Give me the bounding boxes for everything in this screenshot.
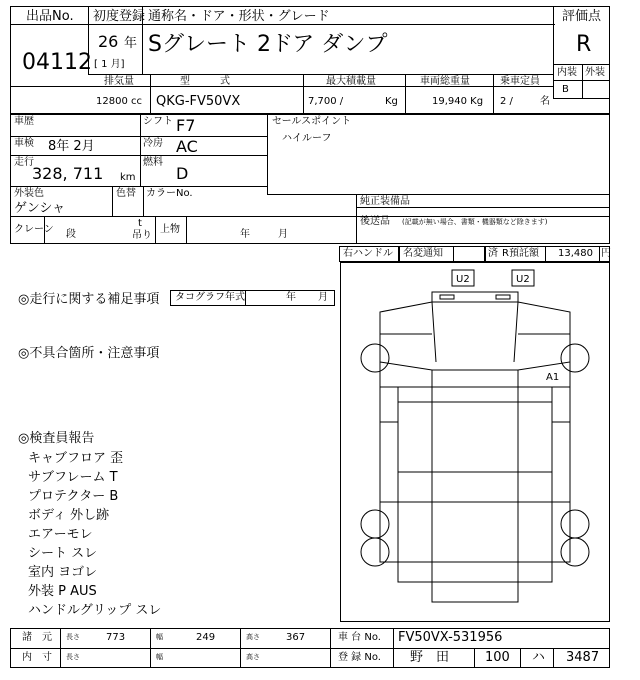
name-change-label: 名変通知 xyxy=(403,248,443,259)
tacho-label: タコグラフ年式 xyxy=(175,292,245,303)
r-deposit-value: 13,480 xyxy=(558,248,593,259)
inner-height-label: 高さ xyxy=(246,653,260,661)
inspector-item: ボディ 外し跡 xyxy=(28,508,110,523)
reg-kana: ハ xyxy=(532,650,546,665)
inspector-item: プロテクター B xyxy=(28,489,119,504)
chassis-value: FV50VX-531956 xyxy=(398,630,503,645)
ac-label: 冷房 xyxy=(143,138,163,149)
fuel-label: 燃料 xyxy=(143,157,163,168)
mileage-label: 走行 xyxy=(14,157,34,168)
inner-length-label: 長さ xyxy=(66,653,80,661)
color-code-label: カラーNo. xyxy=(146,188,193,199)
sales-point-label: セールスポイント xyxy=(272,116,352,127)
tacho-year: 年 xyxy=(286,292,296,303)
first-reg-year-unit: 年 xyxy=(124,36,138,51)
mileage-value: 328, 711 xyxy=(32,164,104,183)
fuel-value: D xyxy=(176,164,189,183)
interior-label: 内装 xyxy=(557,67,577,78)
body-month: 月 xyxy=(278,229,288,240)
aftermarket-label: 後送品 xyxy=(360,216,390,227)
inspector-item: シート スレ xyxy=(28,546,98,561)
inspection-value: 8年 2月 xyxy=(48,139,95,154)
displacement-value: 12800 cc xyxy=(96,96,142,107)
ext-color-value: ゲンシャ xyxy=(14,201,66,216)
equipment-label: 純正装備品 xyxy=(360,196,410,207)
inspection-label: 車検 xyxy=(14,138,34,149)
inspector-item: エアーモレ xyxy=(28,527,93,542)
length-label: 長さ xyxy=(66,633,80,641)
right-handle-label: 右ハンドル xyxy=(343,248,393,259)
r-deposit-unit: 円 xyxy=(601,248,611,259)
inner-width-label: 幅 xyxy=(156,653,163,661)
body-label: 上物 xyxy=(160,224,180,235)
capacity-label: 乗車定員 xyxy=(500,76,540,87)
ext-color-label: 外装色 xyxy=(14,188,44,199)
gross-weight-value: 19,940 Kg xyxy=(432,96,484,107)
model-label: 型 式 xyxy=(180,76,230,87)
truck-diagram xyxy=(340,262,610,622)
inspector-item: キャブフロア 歪 xyxy=(28,451,124,466)
reg-label: 登 録 No. xyxy=(338,652,381,663)
lot-no-value: 04112 xyxy=(22,50,92,75)
width-label: 幅 xyxy=(156,633,163,641)
max-load-unit: Kg xyxy=(385,96,398,107)
ac-value: AC xyxy=(176,137,198,156)
crane-stage: 段 xyxy=(66,229,76,240)
driving-notes-title: ◎走行に関する補足事項 xyxy=(18,292,160,307)
mileage-unit: km xyxy=(120,172,136,183)
height-value: 367 xyxy=(286,632,306,643)
crane-ton-bottom: 吊り xyxy=(132,230,152,241)
exterior-label: 外装 xyxy=(585,67,605,78)
chassis-label: 車 台 No. xyxy=(338,632,381,643)
inner-dims-label: 内 寸 xyxy=(22,652,52,663)
inspector-item: サブフレーム T xyxy=(28,470,118,485)
score-value: R xyxy=(576,32,592,57)
crane-ton-top: t xyxy=(138,218,142,229)
color-change-label: 色替 xyxy=(116,188,136,199)
sales-point-value: ハイルーフ xyxy=(282,133,332,144)
first-reg-year: 26 xyxy=(98,32,119,51)
lot-no-label: 出品No. xyxy=(26,9,74,24)
reg-number: 3487 xyxy=(566,650,600,665)
inspector-item: 室内 ヨゴレ xyxy=(28,565,98,580)
mark-a1: A1 xyxy=(546,372,560,383)
reg-area: 野 田 xyxy=(410,650,450,665)
first-reg-label: 初度登録 xyxy=(93,9,146,24)
body-year: 年 xyxy=(240,229,250,240)
width-value: 249 xyxy=(196,632,216,643)
shift-value: F7 xyxy=(176,116,196,135)
tacho-month: 月 xyxy=(318,292,328,303)
grade-label: 通称名・ドア・形状・グレード xyxy=(148,9,330,24)
history-label: 車歴 xyxy=(14,116,34,127)
height-label: 高さ xyxy=(246,633,260,641)
model-value: QKG-FV50VX xyxy=(156,94,241,109)
mark-u2-left: U2 xyxy=(456,274,470,285)
inspector-item: 外装 P AUS xyxy=(28,584,97,599)
length-value: 773 xyxy=(106,632,126,643)
max-load-value: 7,700 / xyxy=(308,96,344,107)
r-deposit-label: R預託額 xyxy=(502,248,539,259)
displacement-label: 排気量 xyxy=(104,76,134,87)
inspector-list xyxy=(28,447,161,618)
mark-u2-right: U2 xyxy=(516,274,530,285)
defects-title: ◎不具合箇所・注意事項 xyxy=(18,346,160,361)
max-load-label: 最大積載量 xyxy=(326,76,376,87)
reg-class: 100 xyxy=(485,650,510,665)
lot-done-label: 済 xyxy=(488,248,498,259)
capacity-unit: 名 xyxy=(540,96,550,107)
crane-label: クレーン xyxy=(14,224,54,235)
dims-label: 諸 元 xyxy=(22,632,52,643)
inspector-item: ハンドルグリップ スレ xyxy=(28,603,162,618)
grade-value: Sグレート 2ドア ダンプ xyxy=(148,32,388,57)
shift-label: シフト xyxy=(143,116,173,127)
truck-outline xyxy=(361,292,589,602)
interior-value: B xyxy=(562,84,569,95)
aftermarket-note: (記載が無い場合、書類・機器類など除きます) xyxy=(402,218,548,226)
gross-weight-label: 車両総重量 xyxy=(420,76,470,87)
first-reg-month: [ 1 月] xyxy=(94,59,125,70)
inspector-title: ◎検査員報告 xyxy=(18,431,95,446)
capacity-value: 2 / xyxy=(500,96,513,107)
score-label: 評価点 xyxy=(562,9,602,24)
